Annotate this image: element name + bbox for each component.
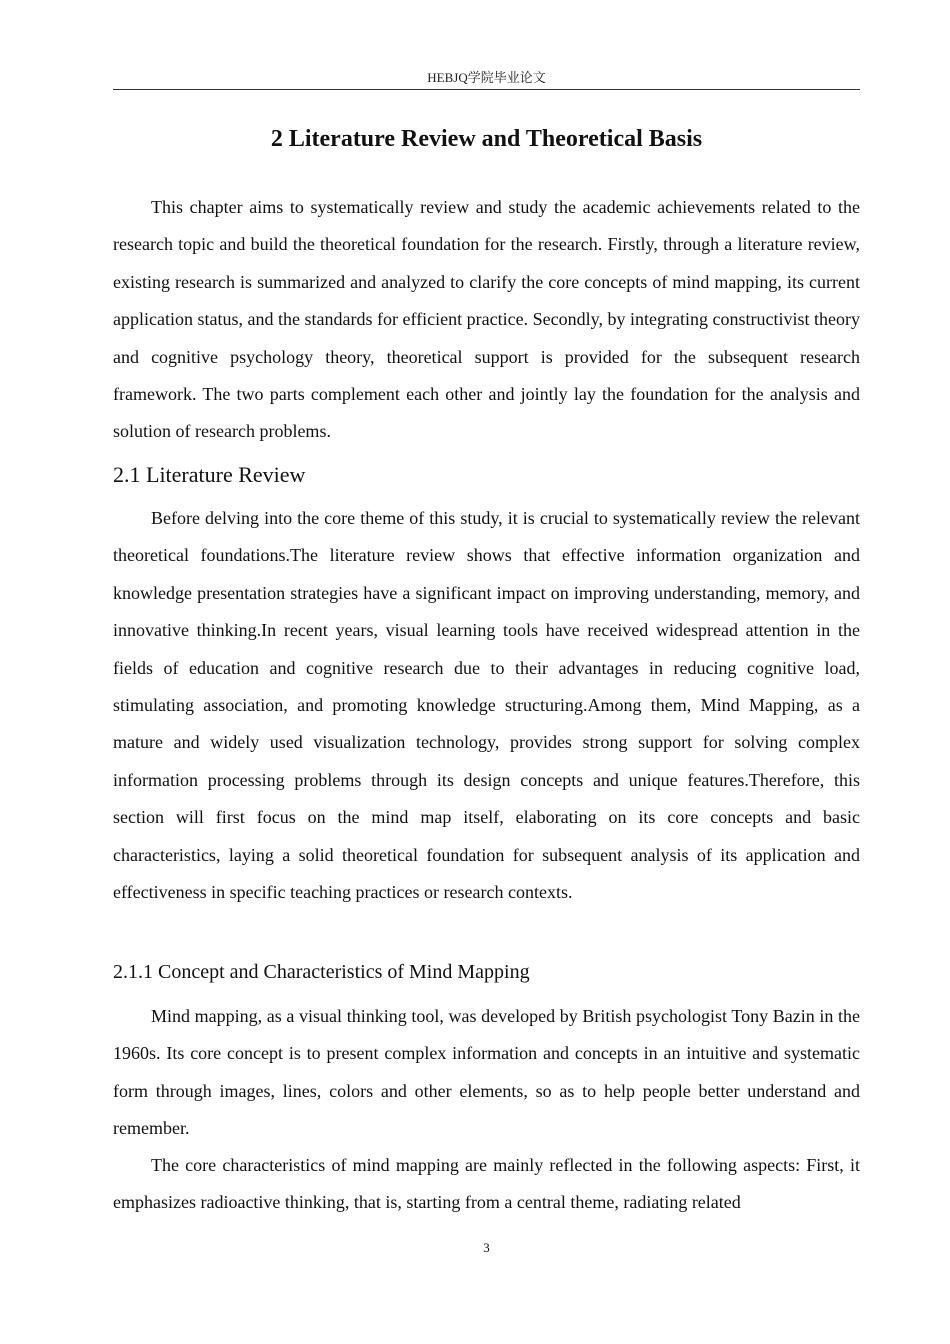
- subsection-2-1-1-paragraph-2: The core characteristics of mind mapping are mainly reflected in the following aspects: First, it emphasizes radioactive thinking, that is, starting from a central theme, radiating related: [113, 1155, 860, 1213]
- chapter-title: 2 Literature Review and Theoretical Basis: [270, 126, 703, 152]
- subsection-heading-2-1-1: 2.1.1 Concept and Characteristics of Mind Mapping: [113, 961, 530, 983]
- subsection-2-1-1-paragraph-1: Mind mapping, as a visual thinking tool, was developed by British psychologist Tony Bazin in the 1960s. Its core concept is to present complex information and concepts in an intuitive and systematic form through images, lines, colors and other elements, so as to help people better understand and remember.: [113, 1006, 860, 1139]
- section-heading-2-1: 2.1 Literature Review: [113, 462, 306, 487]
- section-2-1-paragraph: Before delving into the core theme of this study, it is crucial to systematically review the relevant theoretical foundations.The literature review shows that effective information organization and knowledge presentation strategies have a significant impact on improving understanding, memory, and innovative thinking.In recent years, visual learning tools have received widespread attention in the fields of education and cognitive research due to their advantages in reducing cognitive load, stimulating association, and promoting knowledge structuring.Among them, Mind Mapping, as a mature and widely used visualization technology, provides strong support for solving complex information processing problems through its design concepts and unique features.Therefore, this section will first focus on the mind map itself, elaborating on its core concepts and basic characteristics, laying a solid theoretical foundation for subsequent analysis of its application and effectiveness in specific teaching practices or research contexts.: [113, 508, 860, 903]
- chapter-intro-paragraph: This chapter aims to systematically review and study the academic achievements related to the research topic and build the theoretical foundation for the research. Firstly, through a literature review, existing research is summarized and analyzed to clarify the core concepts of mind mapping, its current application status, and the standards for efficient practice. Secondly, by integrating constructivist theory and cognitive psychology theory, theoretical support is provided for the subsequent research framework. The two parts complement each other and jointly lay the foundation for the analysis and solution of research problems.: [113, 197, 860, 442]
- running-header: HEBJQ学院毕业论文: [427, 70, 546, 85]
- page-number: 3: [483, 1240, 490, 1255]
- header-rule: [113, 89, 860, 90]
